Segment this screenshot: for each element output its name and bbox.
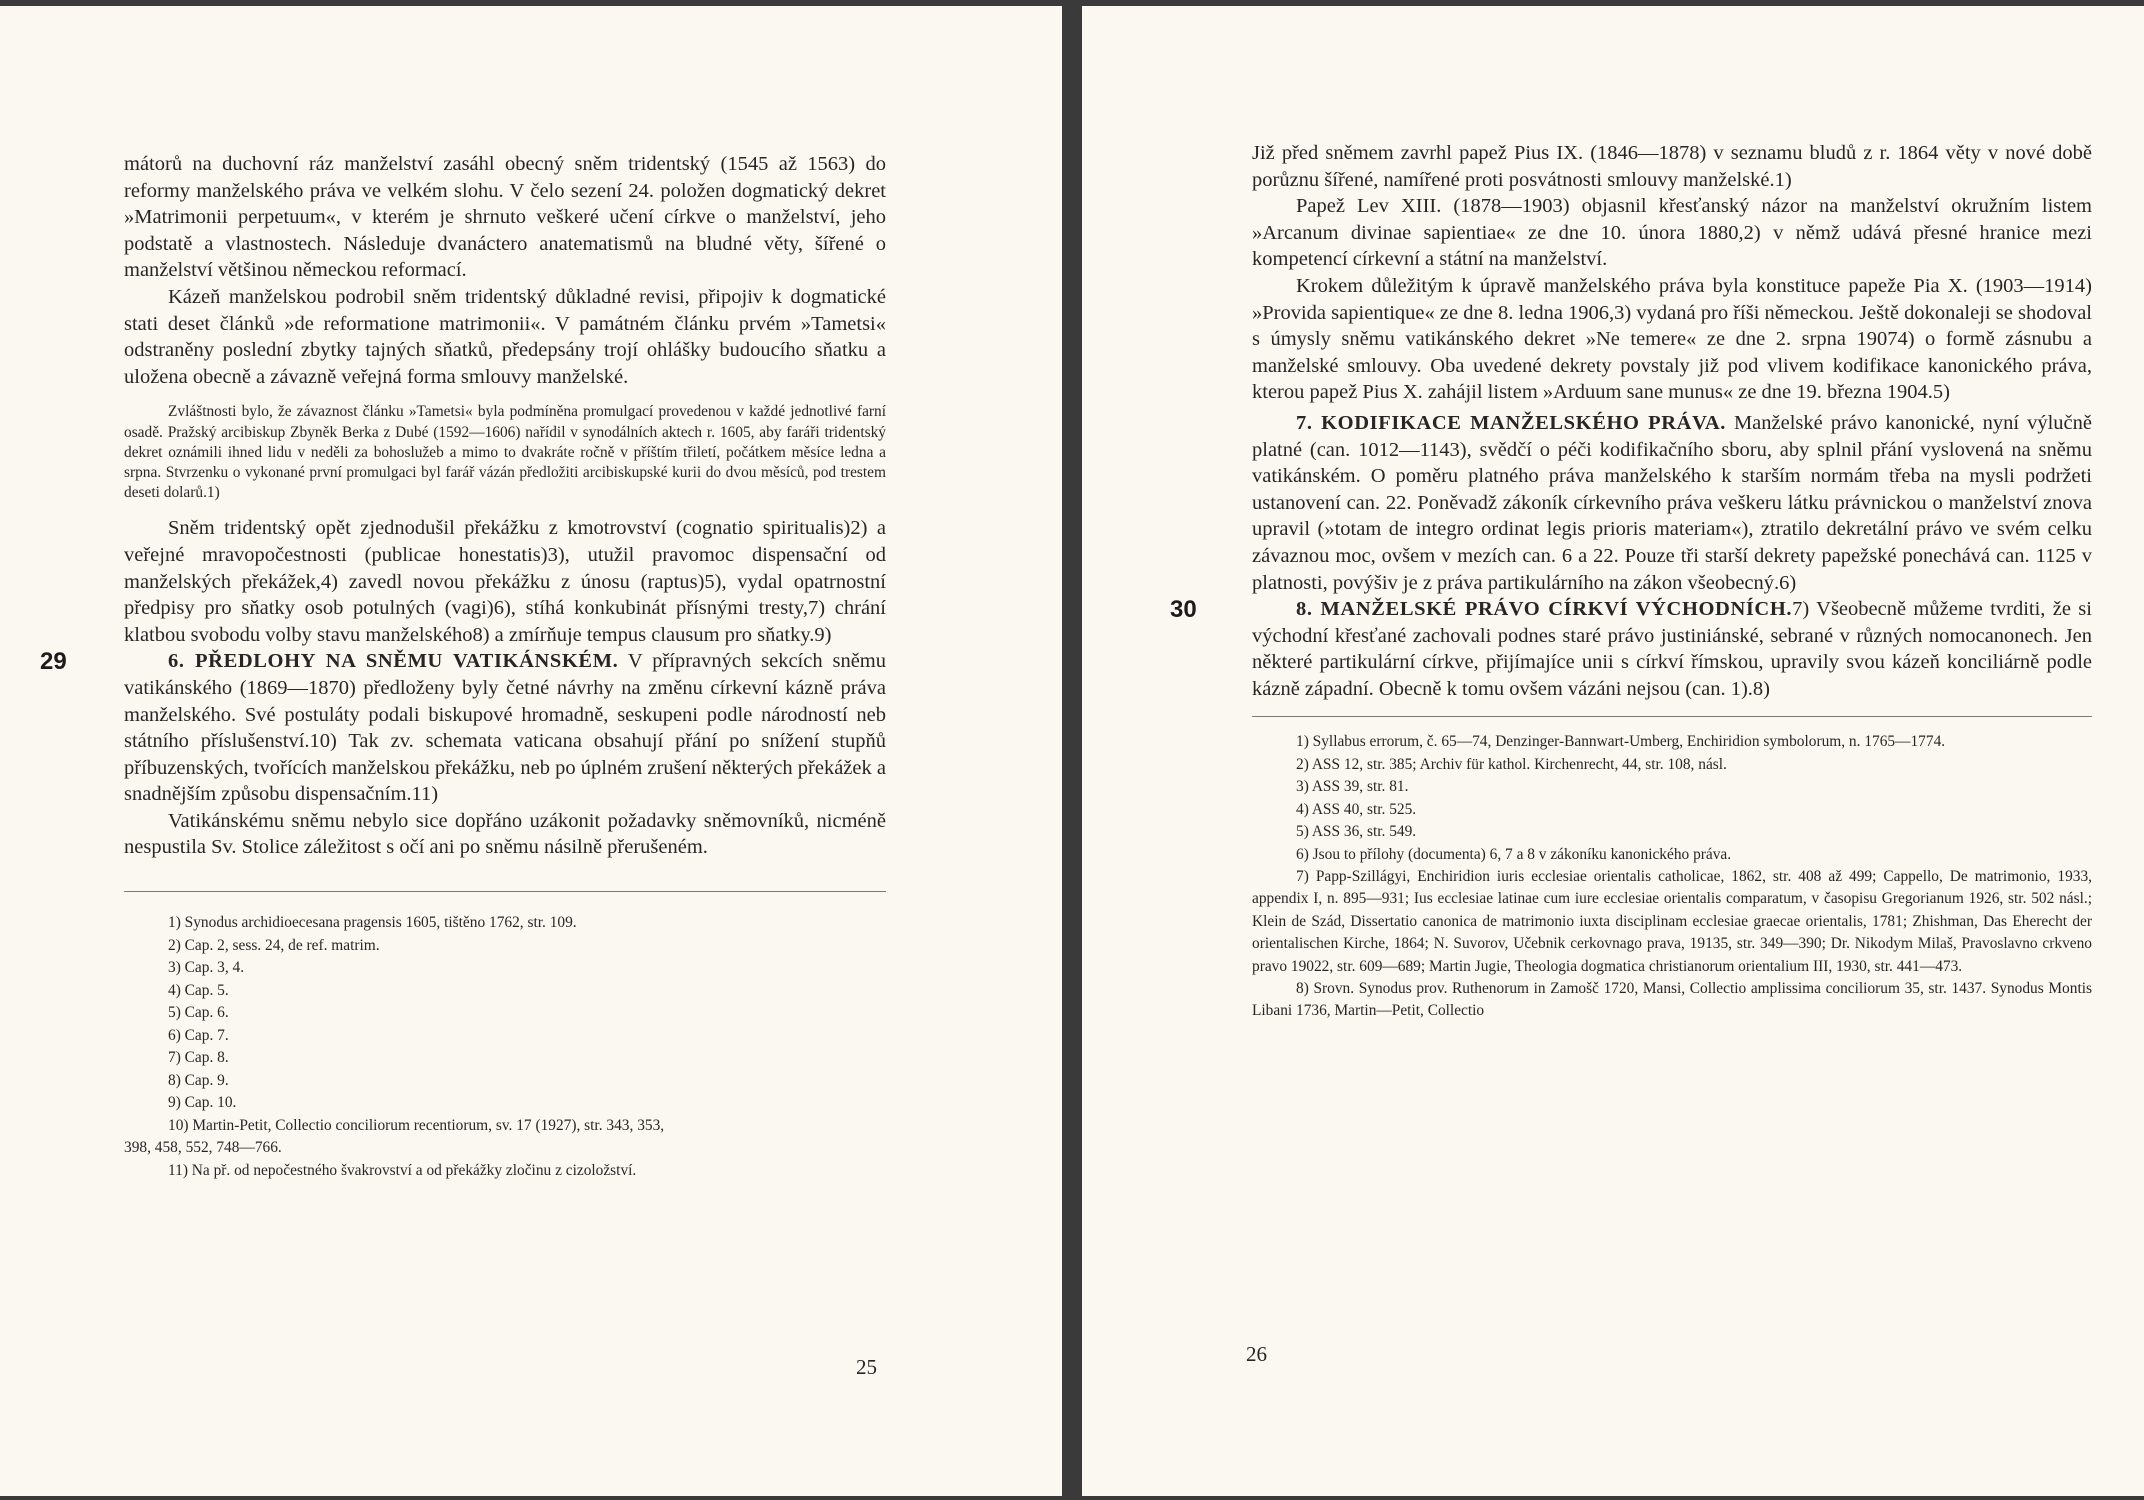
- paragraph: Krokem důležitým k úpravě manželského práva byla konstituce papeže Pia X. (1903—1914) »Provida sapientique« ze dne 8. ledna 1906,3) vydaná pro říši německou. Ještě dokonaleji se shodoval s úmysly sněmu vatikánského dekret »Ne temere« ze dne 2. srpna 19074) o formě zásnubu a manželské smlouvy. Oba uvedené dekrety povstaly již pod vlivem kodifikace kanonického práva, kterou papež Pius X. zahájil listem »Arduum sane munus« ze dne 19. března 1904.5): [1252, 274, 2092, 404]
- footnote: 3) ASS 39, str. 81.: [1296, 778, 1409, 796]
- footnote: 7) Cap. 8.: [168, 1049, 229, 1067]
- left-page-body: [40, 151, 886, 1182]
- footnote: 3) Cap. 3, 4.: [168, 959, 245, 977]
- footnote: 2) ASS 12, str. 385; Archiv für kathol. Kirchenrecht, 44, str. 108, násl.: [1296, 755, 1727, 773]
- footnote: 9) Cap. 10.: [168, 1094, 237, 1112]
- page-number: 25: [856, 1355, 877, 1379]
- small-print-note: Zvláštnosti bylo, že závaznost článku »Tametsi« byla podmíněna promulgací provedenou v každé jednotlivé farní osadě. Pražský arcibiskup Zbyněk Berka z Dubé (1592—1606) nařídil v synodálních aktech r. 1605, aby faráři tridentský dekret oznámili ihned lidu v neděli za bohoslužeb a mimo to dvakráte ročně v příštím třiletí, počátkem měsíce ledna a srpna. Stvrzenku o vykonané první promulgaci byl farář vázán předložiti arcibiskupské kurii do dvou měsíců, pod trestem deseti dolarů.1): [124, 403, 886, 502]
- section-text: V přípravných sekcích sněmu vatikánského (1869—1870) předloženy byly četné návrhy na změnu církevní kázně práva manželského. Své postuláty podali biskupové hromadně, seskupeni podle národností neb státního příslušenství.10) Tak zv. schemata vaticana obsahují přání po snížení stupňů příbuzenských, tvořících manželskou překážku, neb po úplném zrušení některých překážek a snadnějším způsobu dispensačním.11): [124, 650, 886, 806]
- footnote: 2) Cap. 2, sess. 24, de ref. matrim.: [168, 936, 380, 954]
- paragraph: Vatikánskému sněmu nebylo sice dopřáno uzákonit požadavky sněmovníků, nicméně nespustila Sv. Stolice záležitost s očí ani po sněmu násilně přerušeném.: [124, 809, 886, 859]
- footnote: 6) Jsou to přílohy (documenta) 6, 7 a 8 v zákoníku kanonického práva.: [1296, 845, 1732, 863]
- section-6: [40, 648, 886, 808]
- footnote-divider: [1252, 716, 2092, 717]
- footnote: 5) ASS 36, str. 549.: [1296, 823, 1417, 841]
- footnote: 5) Cap. 6.: [168, 1004, 229, 1022]
- footnote: 1) Synodus archidioecesana pragensis 1605, tištěno 1762, str. 109.: [168, 914, 577, 932]
- right-page-body: [1170, 140, 2092, 1023]
- right-page: [1082, 6, 2144, 1496]
- paragraph: mátorů na duchovní ráz manželství zasáhl obecný sněm tridentský (1545 až 1563) do reformy manželského práva ve velkém slohu. V čelo sezení 24. položen dogmatický dekret »Matrimonii perpetuum«, v kterém je shrnuto veškeré učení církve o manželství, jeho podstatě a vlastnostech. Následuje dvanáctero anatematismů na bludné věty, šířené o manželství většinou německou reformací.: [124, 153, 886, 282]
- section-text: Manželské právo kanonické, nyní výlučně platné (can. 1012—1143), svědčí o péči kodifikačního sboru, aby splnil přání vyslovená na sněmu vatikánském. O poměru platného práva manželského k starším normám třeba na mysli podržeti ustanovení can. 22. Poněvadž zákoník církevního práva veškeru látku právnickou o manželství znova upravil (»totam de integro ordinat legis prioris materiam«), ztratilo dekretální právo ve svém celku závaznou moc, ovšem v mezích can. 6 a 22. Pouze tři starší dekrety papežské ponechává can. 1125 v platnosti, povýšiv je z práva partikulárního na zákon všeobecný.6): [1252, 411, 2092, 594]
- footnote-continuation: 398, 458, 552, 748—766.: [124, 1139, 282, 1157]
- section-7: [1252, 410, 2092, 596]
- footnote: 6) Cap. 7.: [168, 1026, 229, 1044]
- section-heading: 8. MANŽELSKÉ PRÁVO CÍRKVÍ VÝCHODNÍCH.: [1296, 598, 1793, 621]
- footnote: 4) ASS 40, str. 525.: [1296, 800, 1417, 818]
- footnote: 7) Papp-Szillágyi, Enchiridion iuris ecclesiae orientalis catholicae, 1862, str. 408 až 499; Cappello, De matrimonio, 1933, appendix I, n. 895—931; Ius ecclesiae latinae cum iure ecclesiae orientalis comparatum, v časopisu Gregorianum 1926, str. 502 násl.; Klein de Szád, Dissertatio canonica de matrimonio iuxta disciplinam ecclesiae graecae orientalis, 1781; Zhishman, Das Eherecht der orientalischen Kirche, 1864; N. Suvorov, Učebnik cerkovnago prava, 19135, str. 349—390; Dr. Nikodym Milaš, Pravoslavno crkveno pravo 19022, str. 609—689; Martin Jugie, Theologia dogmatica christianorum orientalium III, 1930, str. 441—473.: [1252, 867, 2092, 975]
- margin-number: 30: [1170, 596, 1197, 624]
- paragraph: Sněm tridentský opět zjednodušil překážku z kmotrovství (cognatio spiritualis)2) a veřejné mravopočestnosti (publicae honestatis)3), utužil pravomoc dispensační od manželských překážek,4) zavedl novou překážku z únosu (raptus)5), vydal opatrnostní předpisy pro sňatky osob potulných (vagi)6), stíhá konkubinát přísnými tresty,7) chrání klatbou svobodu volby stavu manželského8) a zmírňuje tempus clausum pro sňatky.9): [124, 517, 886, 646]
- footnote: 11) Na př. od nepočestného švakrovství a od překážky zločinu z cizoložství.: [168, 1161, 637, 1179]
- page-number: 26: [1246, 1342, 1267, 1366]
- footnotes: [1252, 731, 2092, 1022]
- footnotes: [124, 912, 886, 1182]
- footnote: 10) Martin-Petit, Collectio conciliorum recentiorum, sv. 17 (1927), str. 343, 353,: [168, 1116, 665, 1134]
- paragraph: Papež Lev XIII. (1878—1903) objasnil křesťanský názor na manželství okružním listem »Arcanum divinae sapientiae« ze dne 10. února 1880,2) v němž udává přesné hranice mezi kompetencí církevní a státní na manželství.: [1252, 195, 2092, 271]
- section-heading: 6. PŘEDLOHY NA SNĚMU VATIKÁNSKÉM.: [168, 650, 619, 673]
- footnote: 4) Cap. 5.: [168, 981, 229, 999]
- paragraph: Kázeň manželskou podrobil sněm tridentský důkladné revisi, připojiv k dogmatické stati deset článků »de reformatione matrimonii«. V památném článku prvém »Tametsi« odstraněny poslední zbytky tajných sňatků, předepsány trojí ohlášky budoucího sňatku a uložena obecně a závazně veřejná forma smlouvy manželské.: [124, 285, 886, 388]
- left-page: [0, 6, 1062, 1496]
- section-heading: 7. KODIFIKACE MANŽELSKÉHO PRÁVA.: [1296, 411, 1726, 434]
- footnote: 8) Cap. 9.: [168, 1071, 229, 1089]
- footnote: 8) Srovn. Synodus prov. Ruthenorum in Zamošč 1720, Mansi, Collectio amplissima conciliorum 35, str. 1437. Synodus Montis Libani 1736, Martin—Petit, Collectio: [1252, 979, 2092, 1020]
- footnote: 1) Syllabus errorum, č. 65—74, Denzinger-Bannwart-Umberg, Enchiridion symbolorum, n. 1765—1774.: [1296, 733, 1946, 751]
- paragraph: Již před sněmem zavrhl papež Pius IX. (1846—1878) v seznamu bludů z r. 1864 věty v nové době porůznu šířené, namířené proti posvátnosti smlouvy manželské.1): [1252, 142, 2092, 191]
- section-text: 7) Všeobecně můžeme tvrditi, že si východní křesťané zachovali podnes staré právo justiniánské, sebrané v různých nomocanonech. Jen některé partikulární církve, přijímajíce unii s církví římskou, upravily svou kázeň konciliárně podle kázně západní. Obecně k tomu ovšem vázáni nejsou (can. 1).8): [1252, 598, 2092, 700]
- footnote-divider: [124, 891, 886, 892]
- section-8: [1170, 596, 2092, 702]
- margin-number: 29: [40, 648, 67, 676]
